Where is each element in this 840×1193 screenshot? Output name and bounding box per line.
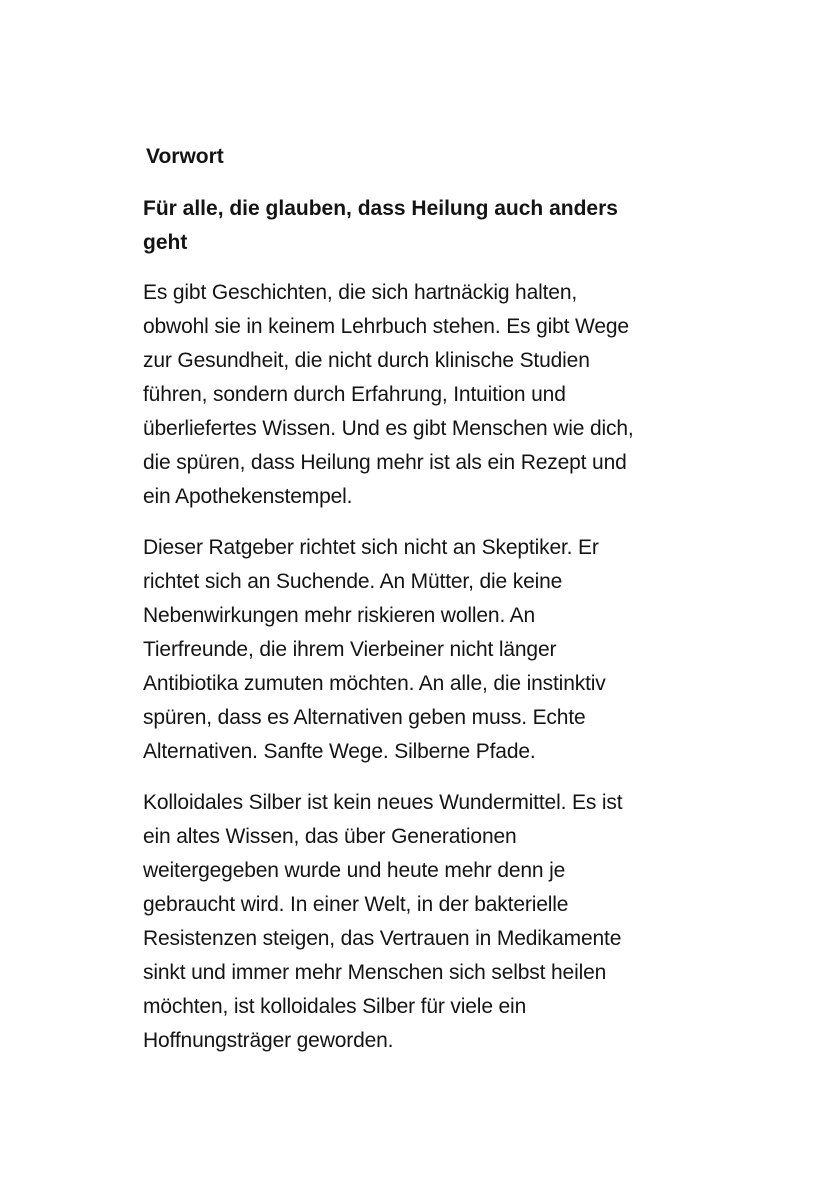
paragraph-line: sinkt und immer mehr Menschen sich selbst heilen xyxy=(143,961,607,984)
paragraph-line: Es gibt Geschichten, die sich hartnäckig halten, xyxy=(143,281,578,304)
paragraph-line: Resistenzen steigen, das Vertrauen in Medikamente xyxy=(143,927,622,950)
chapter-title: Vorwort xyxy=(146,145,224,168)
paragraph xyxy=(143,276,713,514)
paragraph-line: Hoffnungsträger geworden. xyxy=(143,1029,394,1052)
document-page xyxy=(143,140,713,1075)
subtitle xyxy=(143,192,713,260)
paragraph-line: spüren, dass es Alternativen geben muss. Echte xyxy=(143,706,586,729)
paragraph-line: Antibiotika zumuten möchten. An alle, die instinktiv xyxy=(143,672,606,695)
paragraph-line: weitergegeben wurde und heute mehr denn je xyxy=(143,859,566,882)
paragraph-line: möchten, ist kolloidales Silber für viele ein xyxy=(143,995,527,1018)
paragraph-line: ein Apothekenstempel. xyxy=(143,485,353,508)
paragraph-line: Dieser Ratgeber richtet sich nicht an Skeptiker. Er xyxy=(143,536,599,559)
paragraph xyxy=(143,531,713,769)
paragraph-line: die spüren, dass Heilung mehr ist als ein Rezept und xyxy=(143,451,627,474)
paragraph-line: führen, sondern durch Erfahrung, Intuition und xyxy=(143,383,566,406)
subtitle-line: Für alle, die glauben, dass Heilung auch anders xyxy=(143,197,618,220)
paragraph-line: ein altes Wissen, das über Generationen xyxy=(143,825,517,848)
paragraph-line: Tierfreunde, die ihrem Vierbeiner nicht länger xyxy=(143,638,557,661)
paragraph xyxy=(143,786,713,1058)
paragraph-line: Nebenwirkungen mehr riskieren wollen. An xyxy=(143,604,536,627)
paragraph-line: richtet sich an Suchende. An Mütter, die keine xyxy=(143,570,563,593)
paragraph-line: Kolloidales Silber ist kein neues Wundermittel. Es ist xyxy=(143,791,623,814)
paragraph-line: zur Gesundheit, die nicht durch klinische Studien xyxy=(143,349,590,372)
paragraph-line: überliefertes Wissen. Und es gibt Menschen wie dich, xyxy=(143,417,634,440)
paragraph-line: gebraucht wird. In einer Welt, in der bakterielle xyxy=(143,893,569,916)
paragraph-line: obwohl sie in keinem Lehrbuch stehen. Es gibt Wege xyxy=(143,315,629,338)
paragraph-line: Alternativen. Sanfte Wege. Silberne Pfade. xyxy=(143,740,536,763)
subtitle-line: geht xyxy=(143,231,188,254)
